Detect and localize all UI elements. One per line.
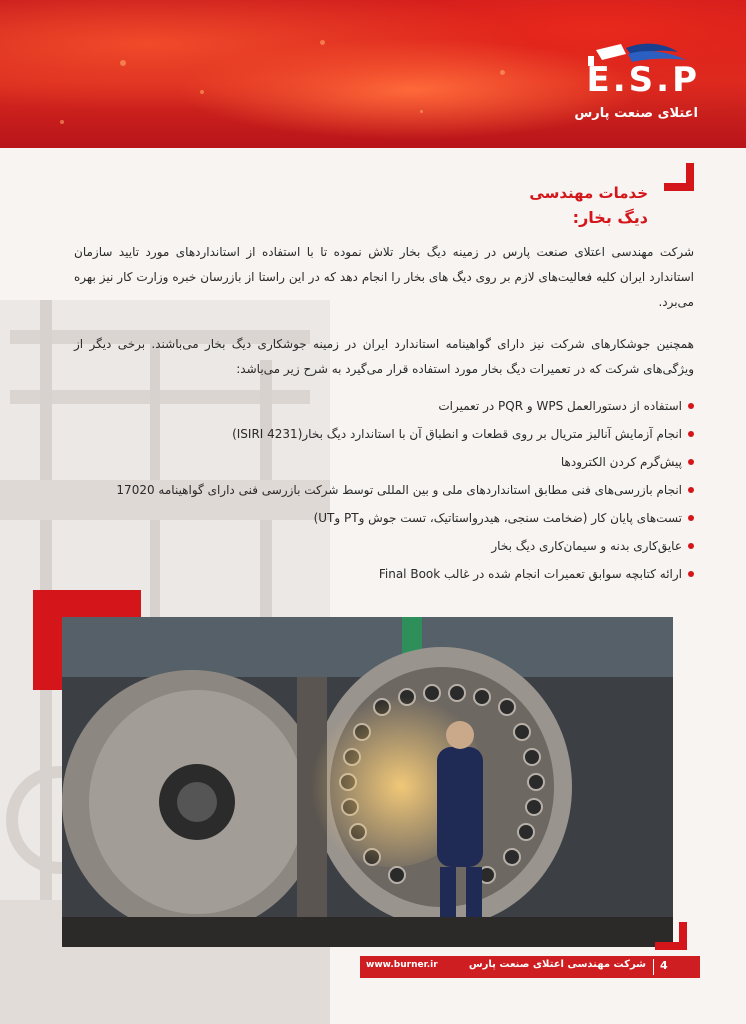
list-item [74,506,694,530]
red-dot-icon [688,515,694,521]
footer-url[interactable]: www.burner.ir [366,960,438,970]
features-paragraph: همچنین جوشکارهای شرکت نیز دارای گواهینامه استاندارد ایران در زمینه جوشکاری دیگ بخار می‌باشند. برخی دیگر از ویژگی‌های شرکت که در تعمیرات دیگ بخار مورد استفاده قرار می‌گیرد به شرح زیر می‌باشد: [74,337,694,376]
list-item-text: انجام بازرسی‌های فنی مطابق استانداردهای ملی و بین المللی توسط شرکت بازرسی فنی دارای گواهینامه 17020 [116,483,682,497]
list-item [74,534,694,558]
list-item-text: استفاده از دستورالعمل WPS و PQR در تعمیرات [438,399,682,413]
list-item-text: پیش‌گرم کردن الکترودها [560,455,682,469]
footer-company: شرکت مهندسی اعتلای صنعت پارس [468,959,646,970]
intro-paragraph: شرکت مهندسی اعتلای صنعت پارس در زمینه دیگ بخار تلاش نموده تا با استفاده از استانداردهای مورد تایید سازمان استاندارد ایران کلیه فعالیت‌های لازم بر روی دیگ های بخار را انجام دهد که در این راستا از بازرسان خبره وزارت کار نیز بهره می‌برد. [74,245,694,309]
red-dot-icon [688,431,694,437]
red-dot-icon [688,487,694,493]
list-item [74,450,694,474]
list-item-text: ارائه کتابچه سوابق تعمیرات انجام شده در غالب Final Book [378,567,682,581]
list-item-text: تست‌های پایان کار (ضخامت سنجی، هیدرواستاتیک، تست جوش وPT وUT) [313,511,682,525]
list-item-text: عایق‌کاری بدنه و سیمان‌کاری دیگ بخار [491,539,682,553]
section-title: خدمات مهندسی [529,184,648,202]
boiler-repair-photo [62,617,673,947]
logo-subtitle: اعتلای صنعت پارس [574,106,698,121]
list-item-text: انجام آزمایش آنالیز متریال بر روی قطعات و انطباق آن با استاندارد دیگ بخار(ISIRI 4231) [232,427,682,441]
list-item [74,478,694,502]
red-corner-accent [664,163,694,191]
page-number: 4 [660,959,668,972]
red-dot-icon [688,459,694,465]
list-item [74,562,694,586]
feature-list [74,394,694,590]
footer-divider [653,959,654,975]
logo-letters: E.S.P [586,60,700,100]
red-corner-accent [655,922,687,950]
section-subtitle: دیگ بخار: [572,208,648,227]
red-dot-icon [688,571,694,577]
header-banner [0,0,746,148]
boiler-illustration [62,617,673,947]
red-dot-icon [688,403,694,409]
list-item [74,394,694,418]
red-dot-icon [688,543,694,549]
company-logo [566,40,706,130]
list-item [74,422,694,446]
